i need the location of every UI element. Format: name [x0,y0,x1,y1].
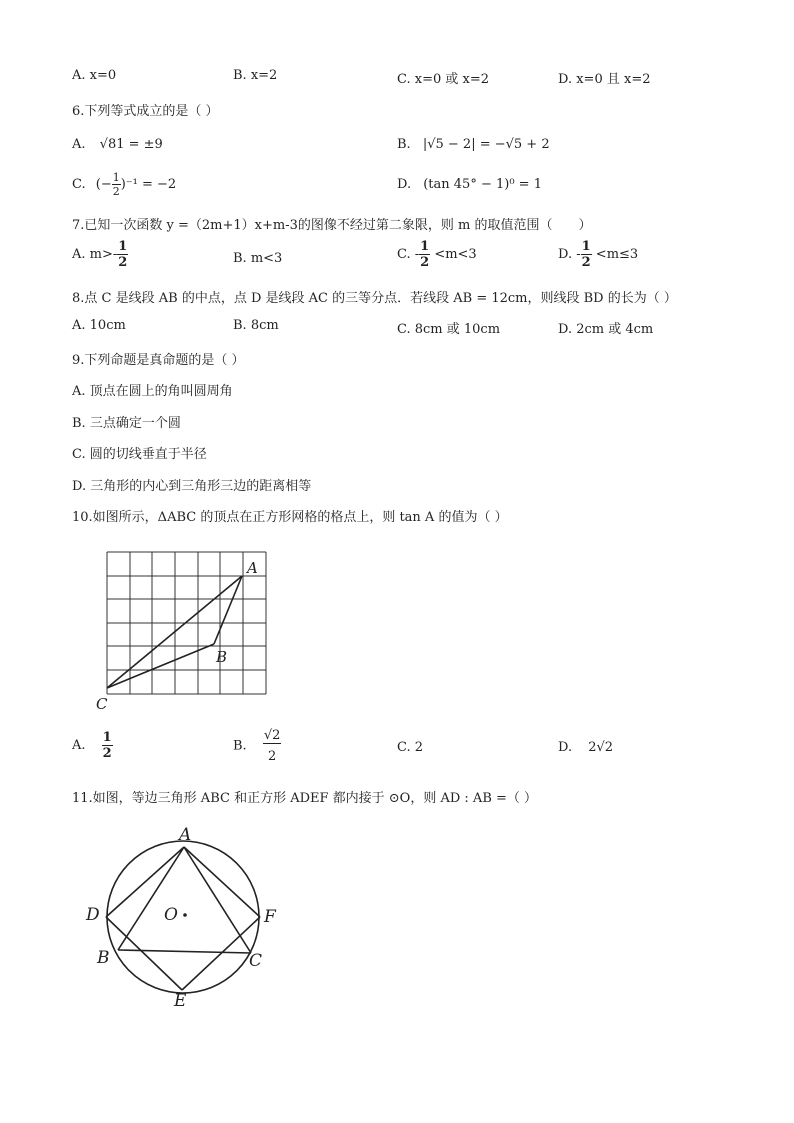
q5-option-b: B. x=2 [233,68,278,83]
q11-label-f: F [264,907,276,927]
q10-option-d [558,740,613,755]
q10-option-d-label: D. [558,740,573,755]
q11-label-b: B [97,948,110,968]
q11-triangle [118,847,251,953]
q10-option-b-label: B. [233,738,247,754]
q6-option-b-math: |√5 − 2| = −√5 + 2 [422,137,550,152]
q6-option-a-label: A. [72,137,86,152]
q10-option-d-math: 2√2 [588,740,614,755]
q7-option-a-fraction [117,240,128,269]
q7-option-a-prefix: A. m>- [72,247,118,262]
q9-option-d: D. 三角形的内心到三角形三边的距离相等 [72,479,312,494]
q7-option-d [558,240,638,269]
q8-option-d: D. 2cm 或 4cm [558,322,654,337]
q7-option-d-fraction [581,240,592,269]
q8-option-c: C. 8cm 或 10cm [397,322,501,337]
q10-label-b: B [216,648,228,666]
q7-option-a-num: 1 [118,239,128,254]
q11-label-o: O [164,905,178,925]
q6-option-d-label: D. [397,177,412,192]
q6-option-b [397,137,550,152]
q6-option-c-label: C. [72,177,86,192]
q10-option-b-fraction [263,729,282,763]
q11-label-e: E [174,991,187,1011]
q10-option-b [233,729,281,763]
q8-stem: 8.点 C 是线段 AB 的中点，点 D 是线段 AC 的三等分点．若线段 AB = 12cm，则线段 BD 的长为（ ） [72,291,677,306]
q7-option-c-den: 2 [420,255,430,270]
q10-option-a [72,731,113,760]
q6-option-a-math: √81 = ±9 [99,137,163,152]
q6-option-c-base: (− [95,177,112,192]
q6-option-c-num: 1 [112,171,120,184]
q10-option-a-den: 2 [102,746,112,761]
q7-option-a [72,240,128,269]
q10-option-c: C. 2 [397,740,424,755]
q10-grid-figure [92,548,277,714]
q7-option-d-num: 1 [581,239,591,254]
q11-circle [107,841,259,993]
q6-option-c [72,172,176,197]
q7-option-c [397,240,477,269]
q6-option-d-math: (tan 45° − 1)⁰ = 1 [423,177,542,192]
q10-label-c: C [96,695,108,713]
q7-option-d-den: 2 [581,255,591,270]
q7-option-b: B. m<3 [233,251,283,266]
q9-option-b: B. 三点确定一个圆 [72,416,181,431]
q6-option-c-den: 2 [112,185,120,198]
q8-option-a: A. 10cm [72,318,126,333]
q8-option-b: B. 8cm [233,318,279,333]
q11-circle-figure [80,820,290,1012]
q7-option-c-num: 1 [420,239,430,254]
q5-option-c: C. x=0 或 x=2 [397,72,490,87]
q11-label-d: D [86,905,100,925]
q7-option-c-suffix: <m<3 [430,247,477,262]
q9-stem: 9.下列命题是真命题的是（ ） [72,353,245,368]
q11-square [106,847,263,990]
q7-option-d-suffix: <m≤3 [591,247,639,262]
q6-option-c-tail: )⁻¹ = −2 [120,177,177,192]
q6-stem: 6.下列等式成立的是（ ） [72,104,219,119]
q10-option-b-num: √2 [263,728,281,743]
q6-option-b-label: B. [397,137,411,152]
q10-stem: 10.如图所示，ΔABC 的顶点在正方形网格的格点上，则 tan A 的值为（ ） [72,510,508,525]
q6-option-c-fraction [112,172,121,197]
q5-option-d: D. x=0 且 x=2 [558,72,651,87]
q7-stem: 7.已知一次函数 y =（2m+1）x+m-3的图像不经过第二象限，则 m 的取值范围（ ） [72,218,592,233]
q5-option-a: A. x=0 [72,68,117,83]
q9-option-a: A. 顶点在圆上的角叫圆周角 [72,384,233,399]
q7-option-c-prefix: C. - [397,247,420,262]
q9-option-c: C. 圆的切线垂直于半径 [72,447,207,462]
q11-center-dot [183,913,187,917]
q10-option-a-num: 1 [102,730,112,745]
q11-label-a: A [179,825,192,845]
q10-option-a-label: A. [72,738,86,753]
q6-option-d [397,177,542,192]
q10-option-b-den: 2 [267,749,277,764]
q11-stem: 11.如图，等边三角形 ABC 和正方形 ADEF 都内接于 ⊙O，则 AD : AB =（ ） [72,791,538,806]
q11-label-c: C [249,951,263,971]
q7-option-a-den: 2 [118,255,128,270]
q6-option-a [72,137,163,152]
q7-option-c-fraction [419,240,430,269]
q7-option-d-prefix: D. - [558,247,581,262]
q10-label-a: A [247,559,258,577]
q10-option-a-fraction [102,731,113,760]
